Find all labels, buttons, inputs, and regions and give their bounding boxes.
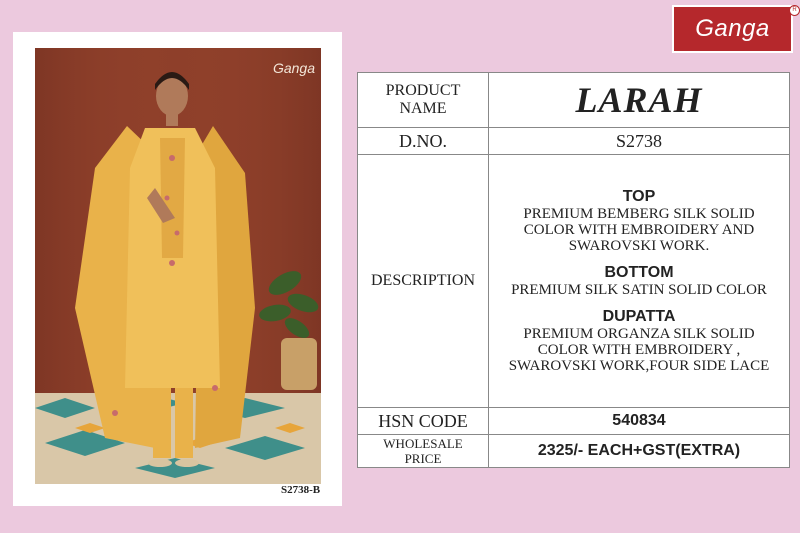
dno-label-cell: [358, 128, 489, 155]
registered-mark-icon: R: [789, 5, 800, 16]
dno-label: D.NO.: [399, 130, 447, 151]
product-name: LARAH: [575, 80, 703, 120]
price-cell: [489, 435, 790, 468]
brand-logo-text: Ganga: [695, 15, 770, 42]
dupatta-heading: DUPATTA: [602, 308, 676, 325]
bottom-text: PREMIUM SILK SATIN SOLID COLOR: [511, 282, 767, 298]
hsn-label: HSN CODE: [378, 410, 468, 431]
hsn-cell: [489, 408, 790, 435]
hsn-value: 540834: [612, 412, 666, 429]
photo-watermark-logo: Ganga: [272, 60, 315, 76]
design-code-label: S2738-B: [281, 484, 321, 496]
product-name-label: PRODUCT NAME: [385, 82, 461, 117]
table-row: [358, 128, 790, 155]
product-photo-card: [13, 32, 342, 506]
bottom-heading: BOTTOM: [604, 264, 674, 281]
table-row: [358, 155, 790, 408]
dupatta-text: PREMIUM ORGANZA SILK SOLID COLOR WITH EMBROIDERY , SWAROVSKI WORK,FOUR SIDE LACE: [508, 326, 770, 374]
model-illustration: [35, 48, 321, 484]
top-heading: TOP: [622, 188, 656, 205]
brand-logo: [672, 5, 797, 53]
table-row: [358, 435, 790, 468]
price-value: 2325/- EACH+GST(EXTRA): [537, 442, 741, 459]
hsn-label-cell: [358, 408, 489, 435]
price-label-cell: [358, 435, 489, 468]
top-text: PREMIUM BEMBERG SILK SOLID COLOR WITH EMBROIDERY AND SWAROVSKI WORK.: [523, 206, 755, 254]
table-row: [358, 408, 790, 435]
product-name-label-cell: [358, 73, 489, 128]
dno-cell: [489, 128, 790, 155]
table-row: [358, 73, 790, 128]
description-label-cell: [358, 155, 489, 408]
price-label: WHOLESALE PRICE: [383, 436, 463, 466]
dno-value: S2738: [615, 130, 662, 151]
product-photo: [35, 48, 321, 484]
product-name-cell: [489, 73, 790, 128]
description-label: DESCRIPTION: [370, 272, 475, 289]
product-info-table: [357, 72, 790, 468]
description-cell: [489, 155, 790, 408]
